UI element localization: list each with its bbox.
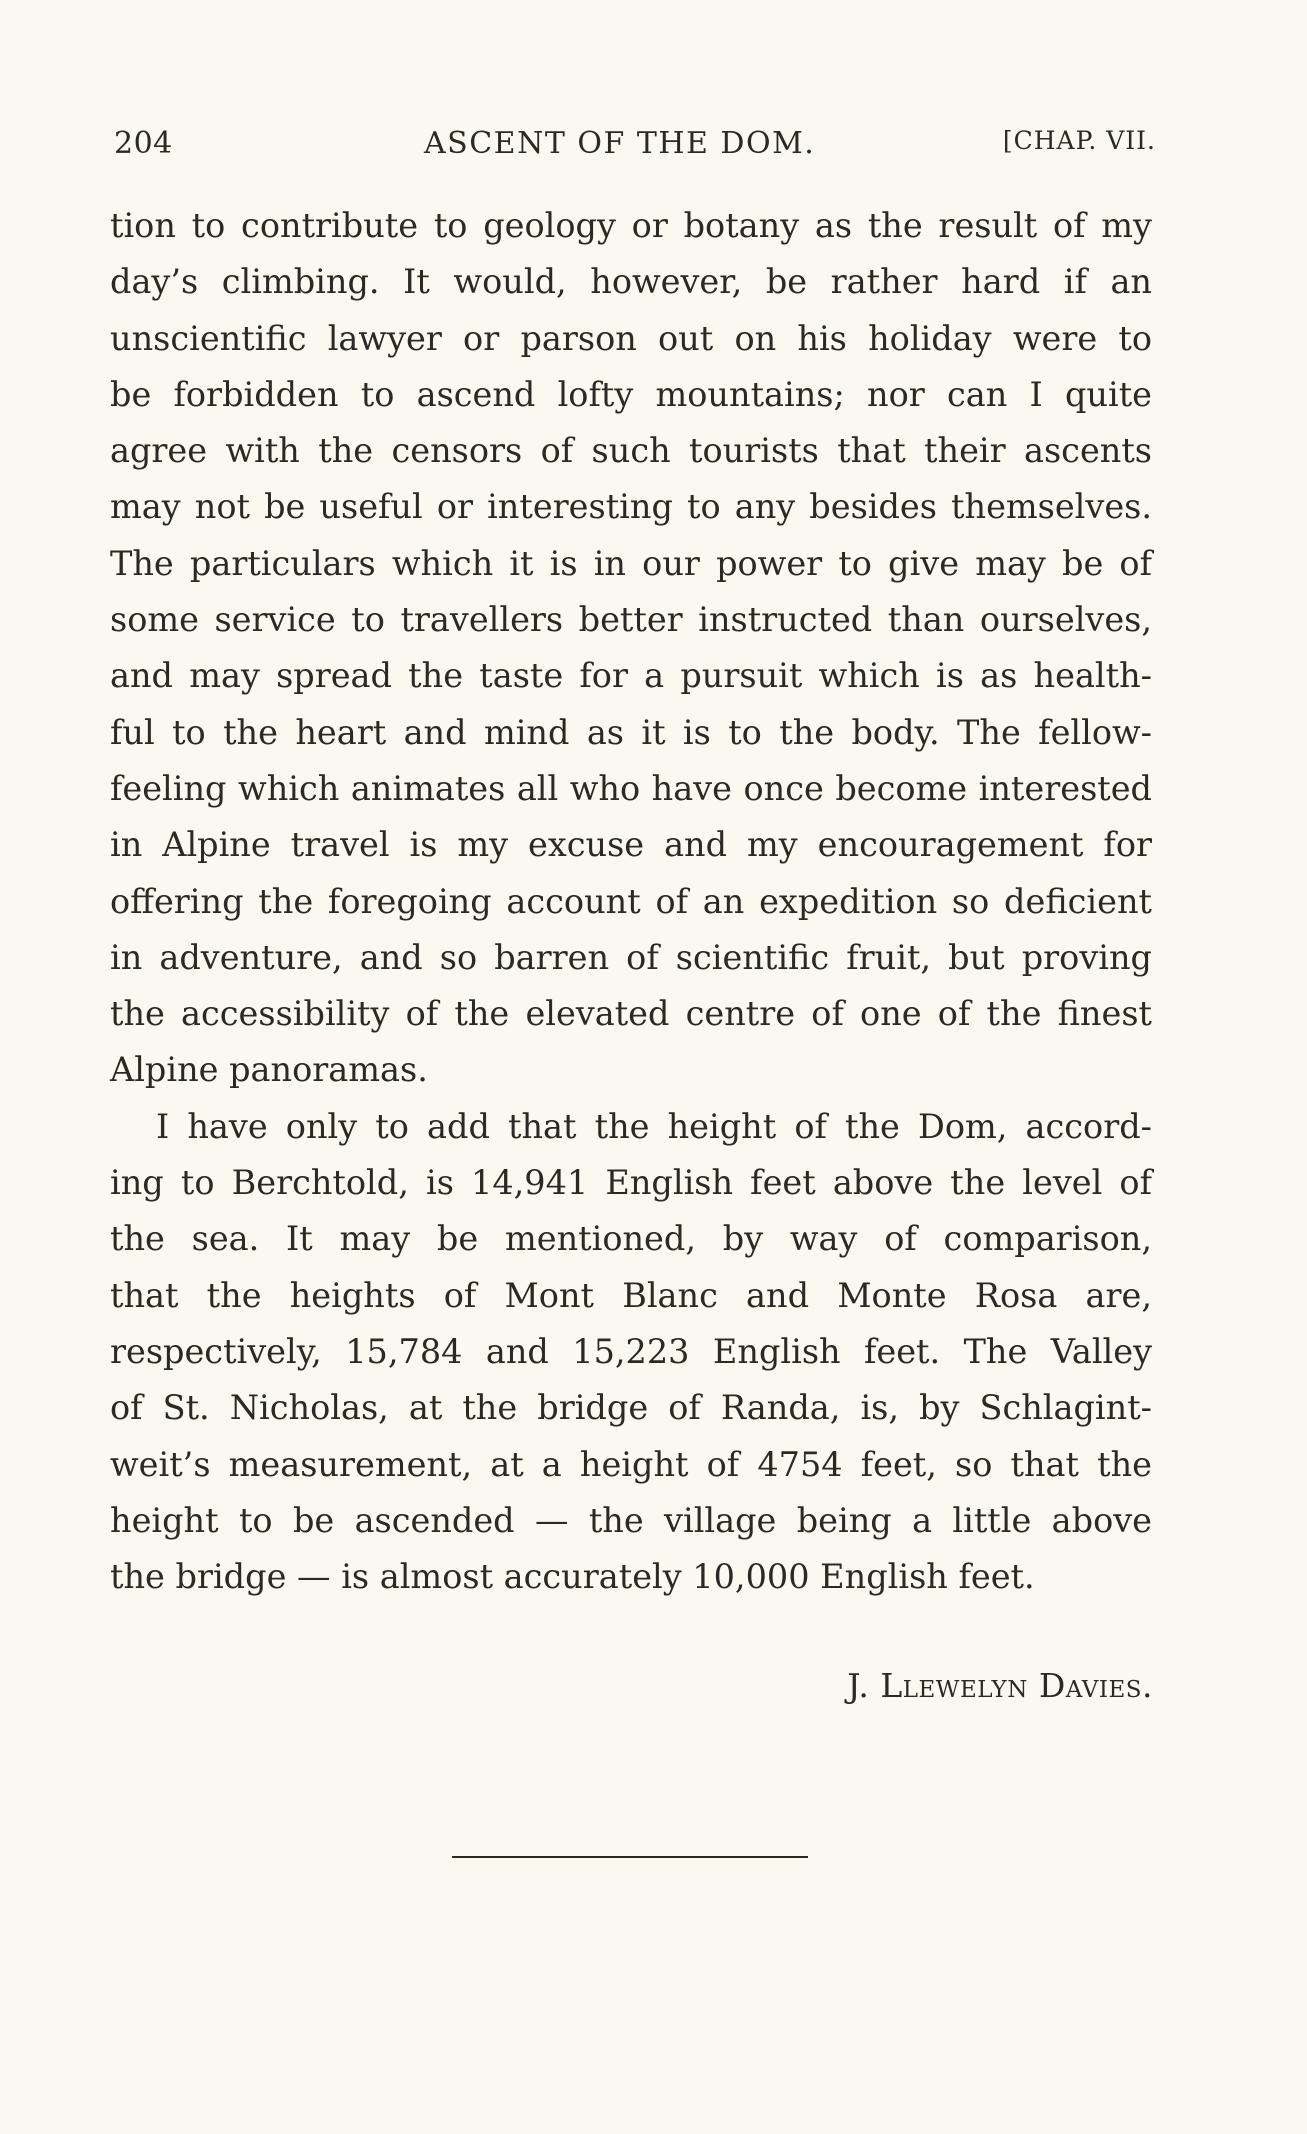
text-line: agree with the censors of such tourists that their ascents: [110, 431, 1152, 471]
text-line: ing to Berchtold, is 14,941 English feet above the level of: [110, 1163, 1152, 1203]
text-line: the bridge — is almost accurately 10,000 English feet.: [110, 1557, 1035, 1597]
text-line: The particulars which it is in our power to give may be of: [110, 543, 1152, 583]
paragraph-1: [110, 198, 1152, 1099]
running-title: ASCENT OF THE DOM.: [424, 126, 816, 161]
text-line: weit’s measurement, at a height of 4754 feet, so that the: [110, 1444, 1152, 1484]
text-line: in Alpine travel is my excuse and my encouragement for: [110, 825, 1152, 865]
text-line: respectively, 15,784 and 15,223 English feet. The Valley: [110, 1331, 1152, 1371]
text-line: may not be useful or interesting to any besides themselves.: [110, 487, 1152, 527]
text-line: the sea. It may be mentioned, by way of comparison,: [110, 1219, 1152, 1259]
section-divider: [452, 1856, 808, 1858]
text-line: I have only to add that the height of the Dom, accord-: [156, 1106, 1152, 1146]
page-number: 204: [114, 126, 173, 161]
text-line: that the heights of Mont Blanc and Monte Rosa are,: [110, 1275, 1152, 1315]
text-line: in adventure, and so barren of scientific fruit, but proving: [110, 937, 1152, 977]
paragraph-2: [110, 1099, 1152, 1606]
text-line: offering the foregoing account of an expedition so deficient: [110, 881, 1152, 921]
text-line: unscientific lawyer or parson out on his holiday were to: [110, 318, 1152, 358]
text-line: Alpine panoramas.: [110, 1050, 428, 1090]
text-line: be forbidden to ascend lofty mountains; nor can I quite: [110, 374, 1152, 414]
text-line: the accessibility of the elevated centre of one of the finest: [110, 994, 1152, 1034]
body-text: [110, 198, 1152, 1605]
running-head: [114, 126, 1156, 170]
text-line: of St. Nicholas, at the bridge of Randa, is, by Schlagint-: [110, 1388, 1152, 1428]
text-line: some service to travellers better instructed than ourselves,: [110, 600, 1152, 640]
text-line: feeling which animates all who have once become interested: [110, 768, 1152, 808]
text-line: day’s climbing. It would, however, be rather hard if an: [110, 262, 1152, 302]
text-line: and may spread the taste for a pursuit which is as health-: [110, 656, 1152, 696]
chapter-label: [CHAP. VII.: [1002, 126, 1156, 155]
text-line: tion to contribute to geology or botany as the result of my: [110, 206, 1152, 245]
text-line: ful to the heart and mind as it is to the body. The fellow-: [110, 712, 1152, 752]
author-signature: J. Llewelyn Davies.: [847, 1666, 1153, 1705]
text-line: height to be ascended — the village being a little above: [110, 1500, 1152, 1540]
